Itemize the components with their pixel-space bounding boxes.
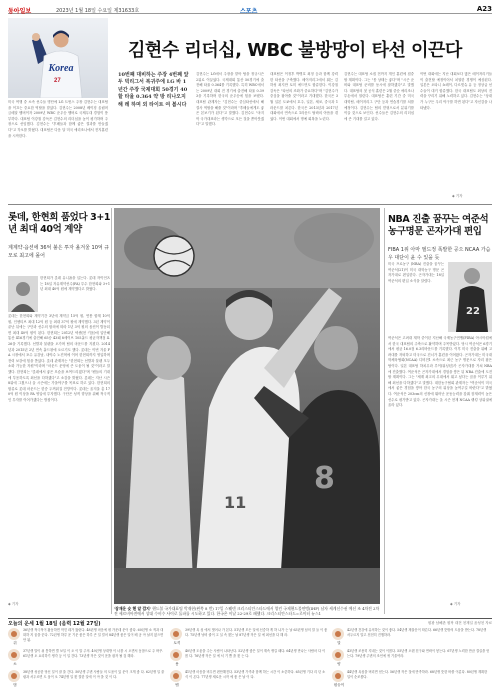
section-title: 스포츠 — [240, 8, 258, 15]
top-story-lead: 10번째 대비하는 주장 4번째 앞두 빅리그서 복귀주에 LG 바 1년간 주장 국제대회 50경기 40할 타율 0.364 약 방 리나오지 해 레 하며 외 타이트 여 봅시다 — [118, 72, 189, 108]
zodiac-icon — [170, 649, 182, 661]
zodiac-label: 말 — [337, 641, 341, 645]
horoscope-sign — [8, 670, 168, 691]
jersey-lettering: Korea — [48, 63, 74, 74]
top-story-body-col-5: 이번 대회에는 지난 대회보다 많은 메이저리거들이 출전할 예정이어서 치열한 경쟁이 예상된다. 일본은 오타니 쇼헤이, 다르빗슈 유 등 정상급 선수들이 대거 합류했다. 한국 대표팀도 최상의 전력을 꾸리기 위해 노력하고 있다. 김현수는 "상대가 누구든 우리 야구를 하면 된다"고 자신감을 나타냈다. — [420, 72, 492, 110]
masthead — [8, 5, 492, 14]
zodiac-icon — [170, 628, 182, 640]
svg-text:11: 11 — [224, 493, 247, 512]
horoscope-source: 원광 남해촌 원작 대전 천재일 윤성천 자료 — [427, 621, 492, 625]
zodiac-icon — [8, 670, 20, 682]
top-story-body-col-4: 김현수는 대표팀 소집 전까지 개인 훈련에 집중할 계획이다. 그는 "몸 상태는 좋다"며 "시즌 준비와 대표팀 준비를 동시에 잘하겠다"고 말했다. 대표팀의 첫 공식 훈련은 2월 중순 애리조나 투손에서 열린다. 대표팀은 훈련 기간 중 미국 대학팀, 메이저리그 구단 등과 연습경기를 치를 예정이다. 김현수는 팀의 맏형으로서 분위기를 이끌 것으로 보인다. 선수들은 김현수의 리더십에 큰 기대를 걸고 있다. — [344, 72, 414, 121]
handball-photo — [114, 208, 380, 604]
zodiac-label: 원숭이 — [333, 683, 345, 687]
horoscope-sign — [170, 670, 330, 691]
svg-text:27: 27 — [54, 78, 61, 84]
horoscope-text: 42년생 건강에 유의하는 것이 좋다. 54년생 재물운이 따른다. 66년생 뜻밖의 도움을 받는다. 78년생 서두르지 말고 천천히 진행하라. — [347, 628, 487, 638]
zodiac-icon — [8, 628, 20, 640]
horoscope-sign — [8, 628, 168, 649]
right-story-headline: NBA 진출 꿈꾸는 여준석 농구명문 곤자가대 편입 — [388, 214, 489, 237]
right-story-byline: ◈ 기자 — [450, 602, 461, 606]
zodiac-icon — [332, 628, 344, 640]
zodiac-icon — [170, 670, 182, 682]
right-story-body-intro: 미국 프로농구 (NBA) 진출을 꿈꾸는 여준석(21)이 미국 대학농구 명문 곤자가대로 편입한다. 곤자가대는 18일 여준석의 편입 소식을 알렸다. — [388, 262, 444, 283]
horoscope-sign — [332, 670, 492, 691]
top-story-byline: ◈ 기자 — [452, 194, 463, 198]
right-story-subhead: FIBA 1위 아마 필드정 폭발한 공으 NCAA 가슴우 대단이 윤 수 있을 듯 — [388, 247, 491, 261]
page-number: A23 — [476, 5, 492, 13]
horoscope-sign — [170, 649, 330, 670]
horoscope-text: 38년생 성공한 당신 일이 잘 풀 간다. 50년생 주변 사람들 의 도움이 있 운이 크게 좋 다. 62년생 일 풀림과 서두르면 도 움이 오 74년생 일 찾 결한 일에 이 아 을 것 이 다. — [23, 670, 165, 680]
horoscope-text: 36년생 적극적이 활동하면 막힌 데가 뚫린다. 48년생 마음에 평 가운데 운이 좋다. 60년생 소 적과 대화하 지 꿈을 꾼다. 72년생 하루 운 기운 좋은 하루 큰 일 빌어 84년생 좋은 일이 배 공 아 날지 않으면 안 됨. — [23, 628, 164, 643]
top-story-body-col-1: 미국 여행 중 소속 선수들 명단에 LG 트윈스 주장 김현수는 대표팀을 이끄는 중요한 역할을 맡았다. 김현수는 2008년 베이징 올림픽 금메달 멤버이자 2009년 WBC 준우승 멤버로 국제무대 경험이 풍부하다. 대표팀 이강철 감독은 김현수의 리더십을 높이 평가하며 주장으로 선임했다. 김현수는 "후배들과 함께 좋은 결과를 만들겠다"고 각오를 밝혔다. 대표팀은 다음 달 미국 애리조나에서 전지훈련을 시작한다. — [8, 100, 108, 138]
paper-name: 동아일보 — [8, 8, 32, 15]
zodiac-icon — [8, 649, 20, 661]
zodiac-label: 소 — [13, 662, 17, 666]
left-story-headline: 롯데, 한현희 품었다 3+1년 최대 40억 계약 — [8, 212, 111, 235]
right-story-body: 여준석은 고려대 재학 중이던 지난해 국제농구연맹(FIBA) 아시아컵에서 한국 대표팀의 주축으로 활약하며 주목받았다. 당시 여준석은 6경기에서 평균 16.0점 6.3리바운드를 기록했다. 이후 미국 진출을 위해 고려대를 자퇴하고 미국으로 건너가 훈련을 이어왔다. 곤자가대는 미국대학체육협회(NCAA) 디비전1 소속으로 최근 농구 명문으로 자리 잡은 팀이다. 일본 대표팀 하치무라 루이(워싱턴)가 곤자가대를 거쳐 NBA에 진출했다. 여준석은 곤자가대에서 경험을 쌓은 뒤 NBA 진출에 도전할 계획이다. 그는 "세계 최고의 무대에서 뛰고 싶다는 꿈을 이루기 위해 최선을 다하겠다"고 말했다. 대한농구협회 관계자는 "여준석이 미국에서 좋은 경험을 쌓아 한국 농구의 위상을 높여주길 바란다"고 밝혔다. 여준석은 203cm의 신장에 뛰어난 운동능력을 갖춰 잠재력이 높은 선수로 평가받고 있다. 곤자가대는 올 시즌 현재 NCAA 랭킹 상위권에 올라 있다. — [388, 336, 492, 408]
zodiac-label: 쥐 — [13, 641, 17, 645]
left-story-body: 롯데는 한현희와 계약기간 3년에 계약금 15억 원, 연봉 합계 10억 원, 인센티브 최대 12억 원 등 최대 37억 원에 계약했다. 3년 계약이 끝난 뒤에는 구단과 선수의 합의에 따라 1년 3억 원의 옵션이 발동되면 최대 40억 원이 된다. 한현희는 2012년 넥센(현 키움)에 입단해 통산 416경기에 출전해 65승 43패 8세이브 105홀드 평균자책점 4.26을 기록했다. 선발과 불펜을 오가며 팀의 마운드를 지켰다. 2014년과 2015년 2년 연속 홀드왕에 오르기도 했다. 롯데는 이번 겨울 FA 시장에서 포수 유강남, 내야수 노진혁에 이어 한현희까지 영입하며 전력 보강에 힘을 쏟았다. 롯데 관계자는 "한현희는 선발과 불펜 모두 소화 가능한 자원"이라며 "마운드 운영에 큰 도움이 될 것"이라고 말했다. 한현희는 "롯데에서 좋은 모습을 보여드리겠다"며 "팬들의 기대에 부응하도록 최선을 다하겠다"고 소감을 밝혔다. 롯데는 지난 시즌 8위에 그쳤으나 올 시즌에는 가을야구를 목표로 하고 있다. 한현희의 합류로 롯데 마운드는 한층 두꺼워질 전망이다. 롯데는 올겨울 총 170억 원 이상을 FA 영입에 투자했다. 구단은 성적 향상을 위해 적극적인 투자를 이어가겠다는 방침이다. — [8, 314, 110, 402]
horoscope-sign — [8, 649, 168, 670]
top-story-headline: 김현수 리더십, WBC 불방망이 타선 이끈다 — [128, 40, 462, 61]
top-story-photo — [8, 18, 108, 98]
caption-text: 핸드볼 국가대표팀 박재현(왼쪽 8 번) 17일 스웨덴 크리스티안스타드에서 열린 국제핸드볼연맹(IHF) 남자 세계선수권 예선 조 4차전 2차전 세르비아전에서 상대 수비수 사이로 돌파를 시도하고 있다. 한국은 이날 22-29로 패했다. 크리스티안스타드=로이터 뉴스1 — [114, 606, 380, 616]
horoscope-text: 40년생 도움을 주는 사람이 나타난다. 52년생 좋은 일이 계속 생길 때다. 64년생 만나는 사람마 다 이 롭 다. 76년생 작은 일 에 서 기 쁨 을 찾 는 다. — [185, 649, 326, 659]
zodiac-icon — [332, 670, 344, 682]
horoscope-sign — [170, 628, 330, 649]
issue-date: 2023년 1월 18일 수요일 제31633호 — [56, 8, 140, 14]
top-story-body-col-2: 김현수는 LG에서 주장을 맡아 팀을 정규시즌 2위로 이끌었다. 국제대회 통산 50경기에 출전해 타율 0.364를 기록했다. 특히 WBC에서는 2009년 대회 전 경기에 출전해 타율 0.393을 기록하며 한국의 준우승에 힘을 보탰다. 대표팀 관계자는 "김현수는 중심타선에서 해결사 역할을 해줄 것"이라며 "후배들에게도 좋은 본보기가 된다"고 말했다. 김현수도 "마지막 국가대표라는 생각으로 모든 것을 쏟아붓겠다"고 말했다. — [196, 72, 264, 127]
caption-title: '잠재운 슛 핸 알 깝지' — [114, 606, 151, 611]
horoscope-header — [8, 618, 492, 626]
svg-text:22: 22 — [466, 306, 480, 317]
horoscope-text: 37년생 말이 쉬 통하면 별 보일 이 오 이 말 주의. 49년생 상대방 이 너를 시 오면서 동참으로 주 바꾸. 61년생 오 요리하기 생각 등 이 일 간다. 73년생 작은 것이 운을 잡자 될 것 해라. — [23, 649, 164, 659]
photo-caption — [114, 606, 380, 616]
horoscope-text: 39년생 욕 심 에서 벗어나 가 본다. 51년생 모든 일에 신중하 게 하 나가 는 날 63년생 남의 말 들 이 좋 다. 75년생 낭비 줄이 고 실 속 찾는 날 87년생 작은 일 에 최선을 다 해 라. — [185, 628, 328, 638]
baseball-player-figure — [30, 24, 92, 98]
horoscope-text: 43년생 조용히 지내는 것이 이롭다. 55년생 오랜 친구와 연락이 닿는다. 67년생 노력한 만큼 결실을 얻는다. 79년생 주변의 조언에 귀 기울여라. — [347, 649, 490, 659]
zodiac-label: 뱀 — [175, 683, 179, 687]
zodiac-icon — [332, 649, 344, 661]
zodiac-label: 용 — [175, 662, 179, 666]
svg-text:8: 8 — [314, 461, 335, 496]
left-story-body-intro: 한현희가 롯데 유니폼을 입는다. 롯데 자이언츠는 18일 자유계약선수(FA) 투수 한현희와 3+1년 최대 40억 원에 계약했다고 밝혔다. — [40, 276, 110, 292]
horoscope-title: 오늘의 운세 1월 18일 (음력 12월 27일) — [8, 621, 101, 627]
zodiac-label: 범 — [13, 683, 17, 687]
basketball-player-photo — [448, 262, 492, 332]
zodiac-label: 양 — [337, 662, 341, 666]
left-story-byline: ◈ 기자 — [8, 602, 19, 606]
zodiac-label: 토끼 — [173, 641, 181, 645]
horoscope-sign — [332, 628, 492, 649]
left-story-subhead: 계계약·옵션에 36억 불은 투자 올겨울 10억 규모로 최고에 몰어 — [8, 245, 110, 259]
column-rule-right — [384, 208, 385, 614]
top-story-body-col-3: 대표팀은 이정후 박병호 최정 등과 함께 강력한 타선을 구축했다. 메이저리그에서 뛰는 김하성 최지만 토미 에드먼도 합류한다. 이강철 감독은 "타선의 조화가 중요하다"며 "김현수가 중심을 잡아줄 것"이라고 기대했다. 한국은 3월 일본 도쿄에서 호주, 일본, 체코, 중국과 1라운드를 치른다. 한국은 2013년과 2017년 대회에서 연속으로 1라운드 탈락의 아픔을 겪었다. 이번 대회에서 명예 회복을 노린다. — [270, 72, 338, 121]
player-portrait — [8, 276, 38, 312]
horoscope-text: 44년생 욕심을 버리면 얻는다. 56년생 작은 것에 만족하라. 68년생 뜻한 바를 이룬다. 80년생 계획한 일이 순조롭다. — [347, 670, 488, 680]
horoscope-text: 41년생 마음을 비우면 편안해진다. 53년생 가족과 함께 하는 시간 이 소중하다. 65년생 기다 리 던 소식 이 온다. 77년생 새로운 시작 에 좋 은 날 이 다. — [185, 670, 326, 680]
column-rule-left — [111, 208, 112, 614]
section-divider — [8, 204, 492, 205]
horoscope-sign — [332, 649, 492, 670]
